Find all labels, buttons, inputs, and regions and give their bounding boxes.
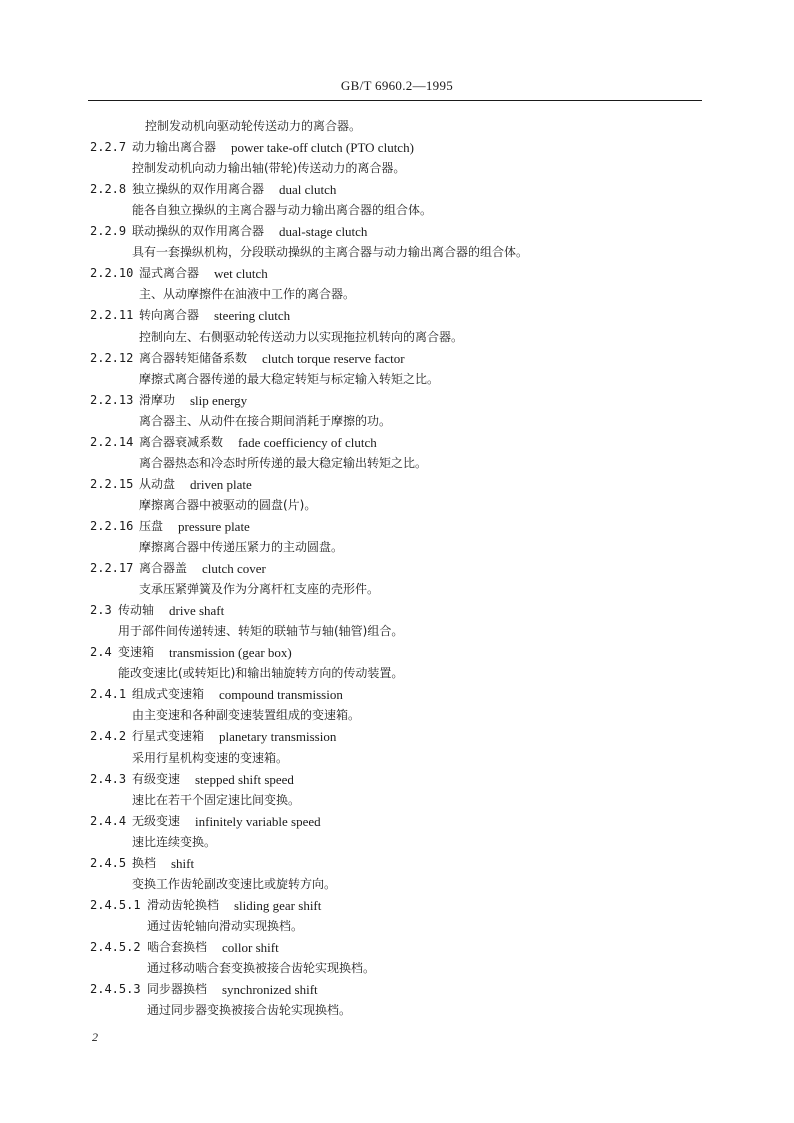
term-line <box>0 179 794 200</box>
term-english: sliding gear shift <box>234 897 322 913</box>
term-number: 2.2.8 <box>90 182 127 197</box>
term-definition: 用于部件间传递转速、转矩的联轴节与轴(轴管)组合。 <box>118 624 404 639</box>
term-english: shift <box>171 855 195 871</box>
term-english: fade coefficiency of clutch <box>238 434 377 450</box>
term-definition-line <box>0 705 794 726</box>
term-chinese: 传动轴 <box>118 603 155 618</box>
term-english: synchronized shift <box>222 982 318 998</box>
term-number: 2.4.5.1 <box>90 897 141 912</box>
term-definition: 控制向左、右侧驱动轮传送动力以实现拖拉机转向的离合器。 <box>139 329 464 344</box>
term-definition: 通过移动啮合套变换被接合齿轮实现换档。 <box>147 961 376 975</box>
term-definition-line <box>0 242 794 263</box>
term-definition-line <box>0 579 794 600</box>
term-line <box>0 769 794 790</box>
term-definition: 采用行星机构变速的变速箱。 <box>132 750 289 765</box>
term-definition: 速比在若干个固定速比间变换。 <box>132 792 301 807</box>
term-line <box>0 600 794 621</box>
term-definition: 控制发动机向动力输出轴(带轮)传送动力的离合器。 <box>132 161 406 176</box>
term-number: 2.4.4 <box>90 813 127 828</box>
term-english: planetary transmission <box>219 729 337 745</box>
term-chinese: 滑动齿轮换档 <box>147 897 220 912</box>
term-english: dual clutch <box>279 182 337 198</box>
term-definition-line <box>0 200 794 221</box>
term-definition-line <box>0 916 794 937</box>
term-line <box>0 642 794 663</box>
term-english: steering clutch <box>214 308 291 324</box>
term-line <box>0 811 794 832</box>
term-definition: 由主变速和各种副变速装置组成的变速箱。 <box>132 708 361 723</box>
term-number: 2.3 <box>90 603 112 618</box>
term-definition: 离合器主、从动件在接合期间消耗于摩擦的功。 <box>139 413 392 428</box>
term-number: 2.4.5.3 <box>90 982 141 997</box>
standard-header: GB/T 6960.2—1995 <box>340 78 454 93</box>
term-chinese: 离合器盖 <box>139 561 188 576</box>
term-line <box>0 137 794 158</box>
term-english: collor shift <box>222 939 279 955</box>
term-definition: 主、从动摩擦件在油液中工作的离合器。 <box>139 287 356 302</box>
term-line <box>0 558 794 579</box>
term-chinese: 啮合套换档 <box>147 939 208 954</box>
term-english: dual-stage clutch <box>279 224 368 240</box>
term-line <box>0 432 794 453</box>
term-line <box>0 348 794 369</box>
term-chinese: 动力输出离合器 <box>132 140 217 155</box>
term-line <box>0 263 794 284</box>
term-chinese: 压盘 <box>139 518 164 533</box>
term-number: 2.2.9 <box>90 224 127 239</box>
term-number: 2.2.11 <box>90 308 134 323</box>
term-line <box>0 726 794 747</box>
term-chinese: 换档 <box>132 855 157 870</box>
term-english: pressure plate <box>178 518 250 534</box>
term-definition-line <box>0 1000 794 1021</box>
term-number: 2.2.14 <box>90 434 134 449</box>
term-chinese: 从动盘 <box>139 476 176 491</box>
term-definition-line <box>0 874 794 895</box>
term-number: 2.2.12 <box>90 350 134 365</box>
term-definition-line <box>0 158 794 179</box>
term-definition: 支承压紧弹簧及作为分离杆杠支座的壳形件。 <box>139 582 380 597</box>
term-line <box>0 895 794 916</box>
term-chinese: 湿式离合器 <box>139 266 200 281</box>
term-line <box>0 305 794 326</box>
term-english: slip energy <box>190 392 248 408</box>
term-definition: 速比连续变换。 <box>132 834 217 849</box>
term-definition: 摩擦式离合器传递的最大稳定转矩与标定输入转矩之比。 <box>139 371 440 386</box>
term-line <box>0 390 794 411</box>
term-definition-line <box>0 411 794 432</box>
term-number: 2.2.15 <box>90 476 134 491</box>
term-chinese: 有级变速 <box>132 771 181 786</box>
term-line <box>0 516 794 537</box>
term-definition-line <box>0 790 794 811</box>
term-definition-line <box>0 832 794 853</box>
term-number: 2.4.3 <box>90 771 127 786</box>
term-english: clutch torque reserve factor <box>262 350 405 366</box>
term-number: 2.4.5.2 <box>90 939 141 954</box>
term-number: 2.2.7 <box>90 140 127 155</box>
page-number: 2 <box>92 1030 98 1044</box>
term-definition: 摩擦离合器中传递压紧力的主动圆盘。 <box>139 540 344 554</box>
term-definition: 通过齿轮轴向滑动实现换档。 <box>147 918 304 933</box>
term-chinese: 无级变速 <box>132 813 181 828</box>
term-definition-line <box>0 663 794 684</box>
term-definition: 能改变速比(或转矩比)和输出轴旋转方向的传动装置。 <box>118 666 404 681</box>
term-number: 2.2.13 <box>90 392 134 407</box>
term-english: transmission (gear box) <box>169 645 292 661</box>
term-english: stepped shift speed <box>195 771 294 787</box>
term-english: driven plate <box>190 476 252 492</box>
term-chinese: 独立操纵的双作用离合器 <box>132 182 265 197</box>
term-definition-line <box>0 284 794 305</box>
term-chinese: 组成式变速箱 <box>132 687 205 702</box>
term-number: 2.2.10 <box>90 266 134 281</box>
term-definition-line <box>0 495 794 516</box>
header-rule <box>88 100 702 101</box>
term-definition: 通过同步器变换被接合齿轮实现换档。 <box>147 1003 352 1018</box>
term-chinese: 联动操纵的双作用离合器 <box>132 224 265 239</box>
term-english: compound transmission <box>219 687 343 703</box>
term-line <box>0 853 794 874</box>
term-chinese: 滑摩功 <box>139 392 176 407</box>
term-chinese: 转向离合器 <box>139 308 200 323</box>
term-number: 2.2.16 <box>90 518 134 533</box>
term-chinese: 变速箱 <box>118 645 155 660</box>
term-number: 2.4.5 <box>90 855 127 870</box>
term-definition: 离合器热态和冷态时所传递的最大稳定输出转矩之比。 <box>139 455 428 470</box>
term-english: clutch cover <box>202 561 266 577</box>
term-definition-line <box>0 369 794 390</box>
term-number: 2.4.1 <box>90 687 127 702</box>
term-definition-line <box>0 621 794 642</box>
term-number: 2.2.17 <box>90 561 134 576</box>
term-english: wet clutch <box>214 266 268 282</box>
term-definition: 能各自独立操纵的主离合器与动力输出离合器的组合体。 <box>132 203 433 218</box>
term-definition: 控制发动机向驱动轮传送动力的离合器。 <box>145 119 362 133</box>
term-chinese: 离合器衰减系数 <box>139 434 224 449</box>
term-line <box>0 979 794 1000</box>
term-english: drive shaft <box>169 603 225 619</box>
term-definition: 变换工作齿轮副改变速比或旋转方向。 <box>132 876 337 891</box>
term-english: power take-off clutch (PTO clutch) <box>231 140 414 156</box>
term-definition-line <box>0 116 794 137</box>
term-line <box>0 684 794 705</box>
term-definition-line <box>0 537 794 558</box>
term-number: 2.4.2 <box>90 729 127 744</box>
term-chinese: 同步器换档 <box>147 982 208 997</box>
term-chinese: 行星式变速箱 <box>132 729 205 744</box>
term-definition-line <box>0 958 794 979</box>
term-line <box>0 474 794 495</box>
term-definition-line <box>0 453 794 474</box>
term-definition: 具有一套操纵机构，分段联动操纵的主离合器与动力输出离合器的组合体。 <box>132 245 529 260</box>
term-line <box>0 221 794 242</box>
term-definition-line <box>0 327 794 348</box>
term-line <box>0 937 794 958</box>
term-chinese: 离合器转矩储备系数 <box>139 350 248 365</box>
term-definition: 摩擦离合器中被驱动的圆盘(片)。 <box>139 497 317 512</box>
term-definition-line <box>0 748 794 769</box>
term-english: infinitely variable speed <box>195 813 321 829</box>
term-number: 2.4 <box>90 645 112 660</box>
